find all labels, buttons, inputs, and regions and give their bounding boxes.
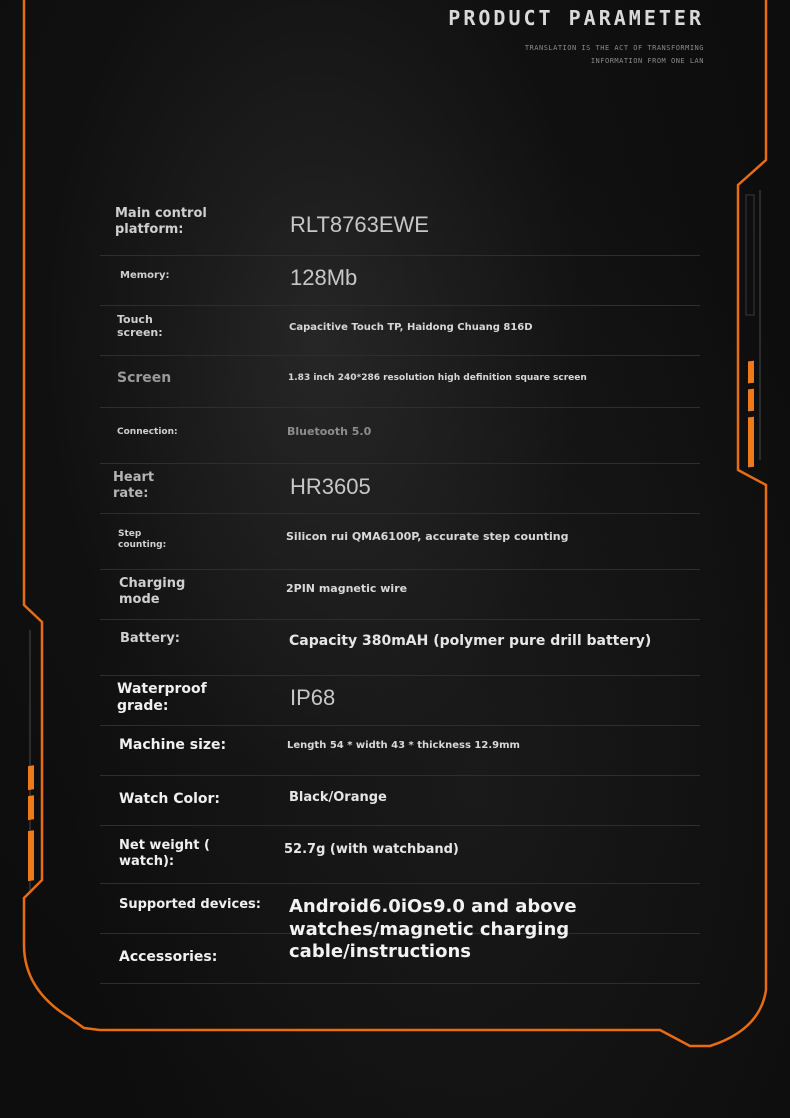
param-value: Capacitive Touch TP, Haidong Chuang 816D [289,322,533,333]
param-value: IP68 [290,685,336,710]
param-label: Memory: [120,270,170,281]
param-row-watch-color [100,776,700,826]
subtitle-line-1: TRANSLATION IS THE ACT OF TRANSFORMING [524,44,704,52]
param-value: Black/Orange [289,790,387,805]
subtitle-line-2: INFORMATION FROM ONE LAN [590,57,704,65]
param-value: 1.83 inch 240*286 resolution high definition square screen [288,373,587,383]
param-row-heart-rate [100,464,700,514]
param-row-step-counting [100,514,700,570]
right-orange-tabs [746,195,754,467]
param-row-memory [100,256,700,306]
param-label: Watch Color: [119,791,221,807]
param-label: Accessories: [119,949,218,965]
param-row-machine-size [100,726,700,776]
supported-devices-value: Android6.0iOs9.0 and above watches/magnetic charging cable/instructions [289,896,577,962]
param-value: 2PIN magnetic wire [286,582,408,595]
param-value: HR3605 [290,474,371,499]
param-row-waterproof [100,676,700,726]
param-label: Screen [117,370,172,386]
param-value: 52.7g (with watchband) [284,842,459,857]
param-label: Connection: [117,427,178,437]
row-divider [100,983,700,984]
param-label: Charging mode [119,576,186,607]
param-row-charging-mode [100,570,700,620]
param-label: Touch screen: [117,313,163,340]
param-row-touch-screen [100,306,700,356]
param-value: Length 54 * width 43 * thickness 12.9mm [287,740,520,751]
param-value: RLT8763EWE [290,212,429,237]
param-value: Capacity 380mAH (polymer pure drill battery) [289,633,652,649]
param-row-connection [100,408,700,464]
left-orange-tabs [28,765,34,881]
param-label: Battery: [120,631,181,646]
param-label: Waterproof grade: [117,681,207,714]
param-row-battery [100,620,700,676]
param-row-main-control [100,200,700,256]
param-label: Main control platform: [115,206,207,237]
param-label: Supported devices: [119,897,261,912]
param-label: Machine size: [119,737,227,753]
page-title: PRODUCT PARAMETER [448,6,704,30]
param-label: Heart rate: [113,470,155,501]
param-label: Net weight ( watch): [119,838,210,869]
param-label: Step counting: [118,529,167,550]
param-row-screen [100,356,700,408]
page-subtitle [474,42,704,68]
param-value: Bluetooth 5.0 [287,425,372,438]
param-value: Silicon rui QMA6100P, accurate step counting [286,530,569,543]
param-row-net-weight [100,826,700,884]
param-value: 128Mb [290,265,358,290]
